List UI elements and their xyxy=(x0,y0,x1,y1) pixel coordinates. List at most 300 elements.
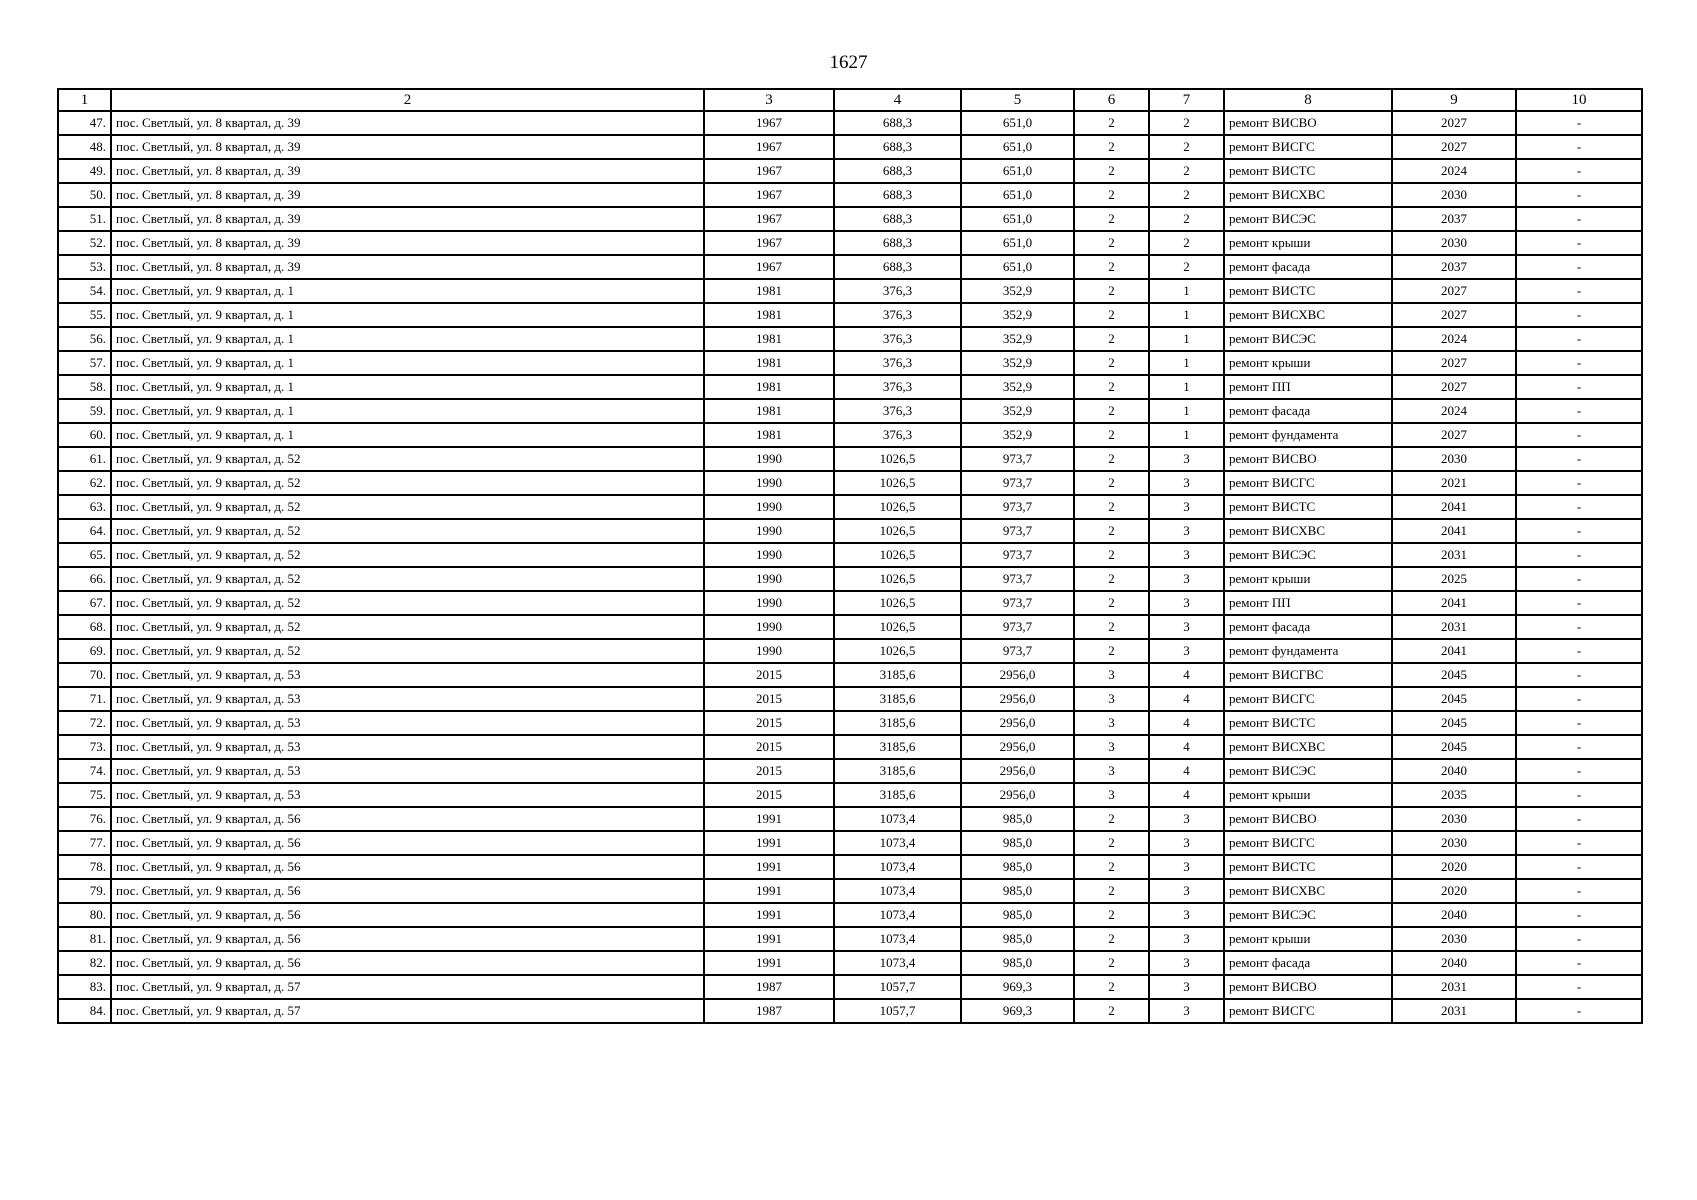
note-cell: - xyxy=(1516,711,1642,735)
note-cell: - xyxy=(1516,375,1642,399)
year-built-cell: 2015 xyxy=(704,759,834,783)
address-cell: пос. Светлый, ул. 9 квартал, д. 56 xyxy=(111,951,704,975)
planned-year-cell: 2041 xyxy=(1392,495,1516,519)
total-area-cell: 1026,5 xyxy=(834,615,961,639)
planned-year-cell: 2020 xyxy=(1392,855,1516,879)
table-row xyxy=(58,951,1642,975)
total-area-cell: 376,3 xyxy=(834,327,961,351)
planned-year-cell: 2045 xyxy=(1392,735,1516,759)
floors-cell: 2 xyxy=(1074,879,1149,903)
work-type-cell: ремонт крыши xyxy=(1224,567,1392,591)
planned-year-cell: 2031 xyxy=(1392,543,1516,567)
note-cell: - xyxy=(1516,999,1642,1023)
entrances-cell: 3 xyxy=(1149,879,1224,903)
living-area-cell: 651,0 xyxy=(961,111,1074,135)
living-area-cell: 973,7 xyxy=(961,639,1074,663)
year-built-cell: 1967 xyxy=(704,255,834,279)
year-built-cell: 1967 xyxy=(704,207,834,231)
year-built-cell: 1990 xyxy=(704,495,834,519)
entrances-cell: 1 xyxy=(1149,423,1224,447)
planned-year-cell: 2041 xyxy=(1392,519,1516,543)
total-area-cell: 1026,5 xyxy=(834,543,961,567)
table-row xyxy=(58,735,1642,759)
note-cell: - xyxy=(1516,255,1642,279)
work-type-cell: ремонт ВИСХВС xyxy=(1224,303,1392,327)
table-row xyxy=(58,279,1642,303)
table-row xyxy=(58,855,1642,879)
address-cell: пос. Светлый, ул. 9 квартал, д. 57 xyxy=(111,975,704,999)
address-cell: пос. Светлый, ул. 9 квартал, д. 57 xyxy=(111,999,704,1023)
planned-year-cell: 2031 xyxy=(1392,975,1516,999)
entrances-cell: 2 xyxy=(1149,255,1224,279)
year-built-cell: 1967 xyxy=(704,111,834,135)
planned-year-cell: 2030 xyxy=(1392,927,1516,951)
total-area-cell: 1026,5 xyxy=(834,519,961,543)
row-number-cell: 82. xyxy=(58,951,111,975)
living-area-cell: 973,7 xyxy=(961,447,1074,471)
living-area-cell: 352,9 xyxy=(961,279,1074,303)
work-type-cell: ремонт ВИСЭС xyxy=(1224,543,1392,567)
floors-cell: 2 xyxy=(1074,423,1149,447)
planned-year-cell: 2030 xyxy=(1392,831,1516,855)
total-area-cell: 1026,5 xyxy=(834,639,961,663)
living-area-cell: 352,9 xyxy=(961,351,1074,375)
living-area-cell: 985,0 xyxy=(961,879,1074,903)
entrances-cell: 2 xyxy=(1149,159,1224,183)
work-type-cell: ремонт ВИСЭС xyxy=(1224,759,1392,783)
note-cell: - xyxy=(1516,303,1642,327)
floors-cell: 2 xyxy=(1074,927,1149,951)
table-row xyxy=(58,903,1642,927)
work-type-cell: ремонт ВИСХВС xyxy=(1224,879,1392,903)
note-cell: - xyxy=(1516,975,1642,999)
header-cell: 5 xyxy=(961,89,1074,111)
entrances-cell: 3 xyxy=(1149,807,1224,831)
row-number-cell: 83. xyxy=(58,975,111,999)
note-cell: - xyxy=(1516,687,1642,711)
floors-cell: 3 xyxy=(1074,783,1149,807)
planned-year-cell: 2030 xyxy=(1392,231,1516,255)
floors-cell: 2 xyxy=(1074,543,1149,567)
living-area-cell: 2956,0 xyxy=(961,711,1074,735)
year-built-cell: 1967 xyxy=(704,183,834,207)
table-row xyxy=(58,807,1642,831)
work-type-cell: ремонт фасада xyxy=(1224,399,1392,423)
living-area-cell: 985,0 xyxy=(961,831,1074,855)
work-type-cell: ремонт ВИСГС xyxy=(1224,471,1392,495)
address-cell: пос. Светлый, ул. 9 квартал, д. 52 xyxy=(111,639,704,663)
planned-year-cell: 2027 xyxy=(1392,375,1516,399)
living-area-cell: 973,7 xyxy=(961,591,1074,615)
note-cell: - xyxy=(1516,855,1642,879)
living-area-cell: 969,3 xyxy=(961,999,1074,1023)
floors-cell: 2 xyxy=(1074,279,1149,303)
year-built-cell: 1981 xyxy=(704,303,834,327)
year-built-cell: 1991 xyxy=(704,855,834,879)
table-row xyxy=(58,375,1642,399)
header-cell: 9 xyxy=(1392,89,1516,111)
address-cell: пос. Светлый, ул. 9 квартал, д. 1 xyxy=(111,303,704,327)
floors-cell: 2 xyxy=(1074,207,1149,231)
entrances-cell: 3 xyxy=(1149,543,1224,567)
floors-cell: 2 xyxy=(1074,399,1149,423)
header-cell: 7 xyxy=(1149,89,1224,111)
address-cell: пос. Светлый, ул. 8 квартал, д. 39 xyxy=(111,231,704,255)
year-built-cell: 1991 xyxy=(704,903,834,927)
work-type-cell: ремонт фасада xyxy=(1224,615,1392,639)
living-area-cell: 352,9 xyxy=(961,423,1074,447)
total-area-cell: 688,3 xyxy=(834,159,961,183)
planned-year-cell: 2027 xyxy=(1392,135,1516,159)
floors-cell: 2 xyxy=(1074,903,1149,927)
floors-cell: 2 xyxy=(1074,567,1149,591)
planned-year-cell: 2045 xyxy=(1392,687,1516,711)
table-row xyxy=(58,663,1642,687)
living-area-cell: 985,0 xyxy=(961,927,1074,951)
row-number-cell: 52. xyxy=(58,231,111,255)
table-row xyxy=(58,231,1642,255)
year-built-cell: 1990 xyxy=(704,615,834,639)
header-row xyxy=(58,89,1642,111)
living-area-cell: 651,0 xyxy=(961,159,1074,183)
planned-year-cell: 2037 xyxy=(1392,207,1516,231)
year-built-cell: 2015 xyxy=(704,687,834,711)
address-cell: пос. Светлый, ул. 9 квартал, д. 52 xyxy=(111,567,704,591)
table-row xyxy=(58,639,1642,663)
living-area-cell: 985,0 xyxy=(961,951,1074,975)
table-row xyxy=(58,183,1642,207)
year-built-cell: 2015 xyxy=(704,735,834,759)
row-number-cell: 76. xyxy=(58,807,111,831)
row-number-cell: 81. xyxy=(58,927,111,951)
address-cell: пос. Светлый, ул. 9 квартал, д. 1 xyxy=(111,375,704,399)
total-area-cell: 1073,4 xyxy=(834,831,961,855)
year-built-cell: 1967 xyxy=(704,231,834,255)
note-cell: - xyxy=(1516,663,1642,687)
living-area-cell: 985,0 xyxy=(961,807,1074,831)
row-number-cell: 62. xyxy=(58,471,111,495)
total-area-cell: 3185,6 xyxy=(834,687,961,711)
floors-cell: 2 xyxy=(1074,639,1149,663)
total-area-cell: 3185,6 xyxy=(834,711,961,735)
year-built-cell: 1981 xyxy=(704,423,834,447)
work-type-cell: ремонт ВИСЭС xyxy=(1224,903,1392,927)
planned-year-cell: 2024 xyxy=(1392,327,1516,351)
table-row xyxy=(58,927,1642,951)
address-cell: пос. Светлый, ул. 9 квартал, д. 56 xyxy=(111,831,704,855)
work-type-cell: ремонт ВИСЭС xyxy=(1224,327,1392,351)
planned-year-cell: 2040 xyxy=(1392,903,1516,927)
address-cell: пос. Светлый, ул. 9 квартал, д. 52 xyxy=(111,591,704,615)
address-cell: пос. Светлый, ул. 8 квартал, д. 39 xyxy=(111,255,704,279)
entrances-cell: 2 xyxy=(1149,207,1224,231)
living-area-cell: 2956,0 xyxy=(961,687,1074,711)
note-cell: - xyxy=(1516,447,1642,471)
year-built-cell: 1991 xyxy=(704,879,834,903)
row-number-cell: 63. xyxy=(58,495,111,519)
planned-year-cell: 2041 xyxy=(1392,639,1516,663)
work-type-cell: ремонт ВИСВО xyxy=(1224,111,1392,135)
work-type-cell: ремонт ВИСТС xyxy=(1224,495,1392,519)
living-area-cell: 651,0 xyxy=(961,255,1074,279)
address-cell: пос. Светлый, ул. 9 квартал, д. 52 xyxy=(111,495,704,519)
table-row xyxy=(58,783,1642,807)
address-cell: пос. Светлый, ул. 9 квартал, д. 52 xyxy=(111,447,704,471)
planned-year-cell: 2031 xyxy=(1392,615,1516,639)
note-cell: - xyxy=(1516,399,1642,423)
work-type-cell: ремонт крыши xyxy=(1224,783,1392,807)
work-type-cell: ремонт ВИСТС xyxy=(1224,279,1392,303)
living-area-cell: 2956,0 xyxy=(961,783,1074,807)
note-cell: - xyxy=(1516,471,1642,495)
row-number-cell: 57. xyxy=(58,351,111,375)
note-cell: - xyxy=(1516,351,1642,375)
total-area-cell: 1057,7 xyxy=(834,999,961,1023)
planned-year-cell: 2030 xyxy=(1392,447,1516,471)
address-cell: пос. Светлый, ул. 9 квартал, д. 52 xyxy=(111,615,704,639)
row-number-cell: 74. xyxy=(58,759,111,783)
table-row xyxy=(58,447,1642,471)
year-built-cell: 1981 xyxy=(704,375,834,399)
work-type-cell: ремонт фундамента xyxy=(1224,639,1392,663)
row-number-cell: 51. xyxy=(58,207,111,231)
floors-cell: 2 xyxy=(1074,471,1149,495)
planned-year-cell: 2037 xyxy=(1392,255,1516,279)
floors-cell: 2 xyxy=(1074,975,1149,999)
floors-cell: 2 xyxy=(1074,135,1149,159)
table-row xyxy=(58,831,1642,855)
year-built-cell: 1967 xyxy=(704,159,834,183)
work-type-cell: ремонт ВИСТС xyxy=(1224,159,1392,183)
entrances-cell: 3 xyxy=(1149,495,1224,519)
work-type-cell: ремонт фасада xyxy=(1224,255,1392,279)
floors-cell: 2 xyxy=(1074,831,1149,855)
work-type-cell: ремонт ВИСГВС xyxy=(1224,663,1392,687)
total-area-cell: 1026,5 xyxy=(834,495,961,519)
total-area-cell: 1057,7 xyxy=(834,975,961,999)
floors-cell: 3 xyxy=(1074,735,1149,759)
entrances-cell: 3 xyxy=(1149,927,1224,951)
entrances-cell: 3 xyxy=(1149,831,1224,855)
note-cell: - xyxy=(1516,183,1642,207)
entrances-cell: 3 xyxy=(1149,447,1224,471)
year-built-cell: 2015 xyxy=(704,783,834,807)
planned-year-cell: 2041 xyxy=(1392,591,1516,615)
work-type-cell: ремонт крыши xyxy=(1224,927,1392,951)
living-area-cell: 973,7 xyxy=(961,519,1074,543)
work-type-cell: ремонт ВИСТС xyxy=(1224,711,1392,735)
planned-year-cell: 2027 xyxy=(1392,279,1516,303)
total-area-cell: 376,3 xyxy=(834,279,961,303)
total-area-cell: 376,3 xyxy=(834,375,961,399)
floors-cell: 2 xyxy=(1074,999,1149,1023)
table-row xyxy=(58,111,1642,135)
planned-year-cell: 2021 xyxy=(1392,471,1516,495)
note-cell: - xyxy=(1516,423,1642,447)
total-area-cell: 1026,5 xyxy=(834,591,961,615)
address-cell: пос. Светлый, ул. 9 квартал, д. 53 xyxy=(111,687,704,711)
living-area-cell: 352,9 xyxy=(961,327,1074,351)
year-built-cell: 1981 xyxy=(704,399,834,423)
note-cell: - xyxy=(1516,759,1642,783)
living-area-cell: 352,9 xyxy=(961,399,1074,423)
entrances-cell: 1 xyxy=(1149,351,1224,375)
repair-schedule-table xyxy=(57,88,1643,1024)
address-cell: пос. Светлый, ул. 8 квартал, д. 39 xyxy=(111,135,704,159)
work-type-cell: ремонт ВИСГС xyxy=(1224,135,1392,159)
address-cell: пос. Светлый, ул. 9 квартал, д. 52 xyxy=(111,543,704,567)
address-cell: пос. Светлый, ул. 9 квартал, д. 1 xyxy=(111,351,704,375)
table-row xyxy=(58,351,1642,375)
table-row xyxy=(58,567,1642,591)
table-row xyxy=(58,471,1642,495)
planned-year-cell: 2027 xyxy=(1392,351,1516,375)
table-row xyxy=(58,135,1642,159)
note-cell: - xyxy=(1516,111,1642,135)
living-area-cell: 973,7 xyxy=(961,567,1074,591)
work-type-cell: ремонт фасада xyxy=(1224,951,1392,975)
table-row xyxy=(58,207,1642,231)
note-cell: - xyxy=(1516,927,1642,951)
header-cell: 3 xyxy=(704,89,834,111)
year-built-cell: 1990 xyxy=(704,471,834,495)
header-cell: 10 xyxy=(1516,89,1642,111)
entrances-cell: 3 xyxy=(1149,567,1224,591)
entrances-cell: 1 xyxy=(1149,279,1224,303)
year-built-cell: 1991 xyxy=(704,807,834,831)
work-type-cell: ремонт ПП xyxy=(1224,375,1392,399)
total-area-cell: 376,3 xyxy=(834,351,961,375)
year-built-cell: 1967 xyxy=(704,135,834,159)
row-number-cell: 66. xyxy=(58,567,111,591)
row-number-cell: 73. xyxy=(58,735,111,759)
address-cell: пос. Светлый, ул. 9 квартал, д. 1 xyxy=(111,399,704,423)
note-cell: - xyxy=(1516,591,1642,615)
planned-year-cell: 2024 xyxy=(1392,159,1516,183)
living-area-cell: 985,0 xyxy=(961,855,1074,879)
row-number-cell: 61. xyxy=(58,447,111,471)
total-area-cell: 1073,4 xyxy=(834,927,961,951)
note-cell: - xyxy=(1516,519,1642,543)
table-row xyxy=(58,327,1642,351)
total-area-cell: 688,3 xyxy=(834,111,961,135)
row-number-cell: 50. xyxy=(58,183,111,207)
table-row xyxy=(58,423,1642,447)
year-built-cell: 1990 xyxy=(704,567,834,591)
floors-cell: 2 xyxy=(1074,327,1149,351)
address-cell: пос. Светлый, ул. 9 квартал, д. 53 xyxy=(111,711,704,735)
year-built-cell: 1987 xyxy=(704,975,834,999)
address-cell: пос. Светлый, ул. 8 квартал, д. 39 xyxy=(111,159,704,183)
table-body xyxy=(58,111,1642,1023)
work-type-cell: ремонт ВИСХВС xyxy=(1224,519,1392,543)
work-type-cell: ремонт ВИСТС xyxy=(1224,855,1392,879)
planned-year-cell: 2040 xyxy=(1392,759,1516,783)
total-area-cell: 1026,5 xyxy=(834,567,961,591)
total-area-cell: 3185,6 xyxy=(834,783,961,807)
living-area-cell: 651,0 xyxy=(961,207,1074,231)
total-area-cell: 3185,6 xyxy=(834,735,961,759)
floors-cell: 2 xyxy=(1074,111,1149,135)
row-number-cell: 75. xyxy=(58,783,111,807)
address-cell: пос. Светлый, ул. 9 квартал, д. 56 xyxy=(111,927,704,951)
row-number-cell: 68. xyxy=(58,615,111,639)
work-type-cell: ремонт крыши xyxy=(1224,231,1392,255)
total-area-cell: 3185,6 xyxy=(834,759,961,783)
header-cell: 4 xyxy=(834,89,961,111)
floors-cell: 2 xyxy=(1074,615,1149,639)
note-cell: - xyxy=(1516,543,1642,567)
entrances-cell: 1 xyxy=(1149,303,1224,327)
total-area-cell: 688,3 xyxy=(834,207,961,231)
planned-year-cell: 2027 xyxy=(1392,303,1516,327)
work-type-cell: ремонт ПП xyxy=(1224,591,1392,615)
table-row xyxy=(58,999,1642,1023)
total-area-cell: 1073,4 xyxy=(834,903,961,927)
note-cell: - xyxy=(1516,879,1642,903)
entrances-cell: 4 xyxy=(1149,759,1224,783)
row-number-cell: 65. xyxy=(58,543,111,567)
row-number-cell: 70. xyxy=(58,663,111,687)
entrances-cell: 2 xyxy=(1149,111,1224,135)
header-cell: 2 xyxy=(111,89,704,111)
table-row xyxy=(58,159,1642,183)
entrances-cell: 3 xyxy=(1149,615,1224,639)
floors-cell: 2 xyxy=(1074,807,1149,831)
row-number-cell: 56. xyxy=(58,327,111,351)
floors-cell: 2 xyxy=(1074,375,1149,399)
row-number-cell: 71. xyxy=(58,687,111,711)
total-area-cell: 688,3 xyxy=(834,255,961,279)
planned-year-cell: 2027 xyxy=(1392,423,1516,447)
work-type-cell: ремонт ВИСЭС xyxy=(1224,207,1392,231)
row-number-cell: 53. xyxy=(58,255,111,279)
address-cell: пос. Светлый, ул. 8 квартал, д. 39 xyxy=(111,183,704,207)
work-type-cell: ремонт ВИСВО xyxy=(1224,447,1392,471)
floors-cell: 2 xyxy=(1074,951,1149,975)
row-number-cell: 78. xyxy=(58,855,111,879)
table-row xyxy=(58,303,1642,327)
living-area-cell: 973,7 xyxy=(961,471,1074,495)
address-cell: пос. Светлый, ул. 8 квартал, д. 39 xyxy=(111,111,704,135)
header-cell: 1 xyxy=(58,89,111,111)
work-type-cell: ремонт ВИСГС xyxy=(1224,831,1392,855)
table-row xyxy=(58,543,1642,567)
row-number-cell: 69. xyxy=(58,639,111,663)
entrances-cell: 4 xyxy=(1149,735,1224,759)
floors-cell: 2 xyxy=(1074,351,1149,375)
floors-cell: 3 xyxy=(1074,759,1149,783)
table-row xyxy=(58,879,1642,903)
address-cell: пос. Светлый, ул. 9 квартал, д. 1 xyxy=(111,327,704,351)
year-built-cell: 1987 xyxy=(704,999,834,1023)
address-cell: пос. Светлый, ул. 9 квартал, д. 52 xyxy=(111,519,704,543)
year-built-cell: 1990 xyxy=(704,519,834,543)
year-built-cell: 1981 xyxy=(704,351,834,375)
address-cell: пос. Светлый, ул. 9 квартал, д. 56 xyxy=(111,807,704,831)
address-cell: пос. Светлый, ул. 8 квартал, д. 39 xyxy=(111,207,704,231)
entrances-cell: 3 xyxy=(1149,903,1224,927)
total-area-cell: 1073,4 xyxy=(834,951,961,975)
floors-cell: 2 xyxy=(1074,855,1149,879)
total-area-cell: 3185,6 xyxy=(834,663,961,687)
row-number-cell: 59. xyxy=(58,399,111,423)
entrances-cell: 2 xyxy=(1149,135,1224,159)
note-cell: - xyxy=(1516,951,1642,975)
table-row xyxy=(58,519,1642,543)
note-cell: - xyxy=(1516,615,1642,639)
living-area-cell: 985,0 xyxy=(961,903,1074,927)
